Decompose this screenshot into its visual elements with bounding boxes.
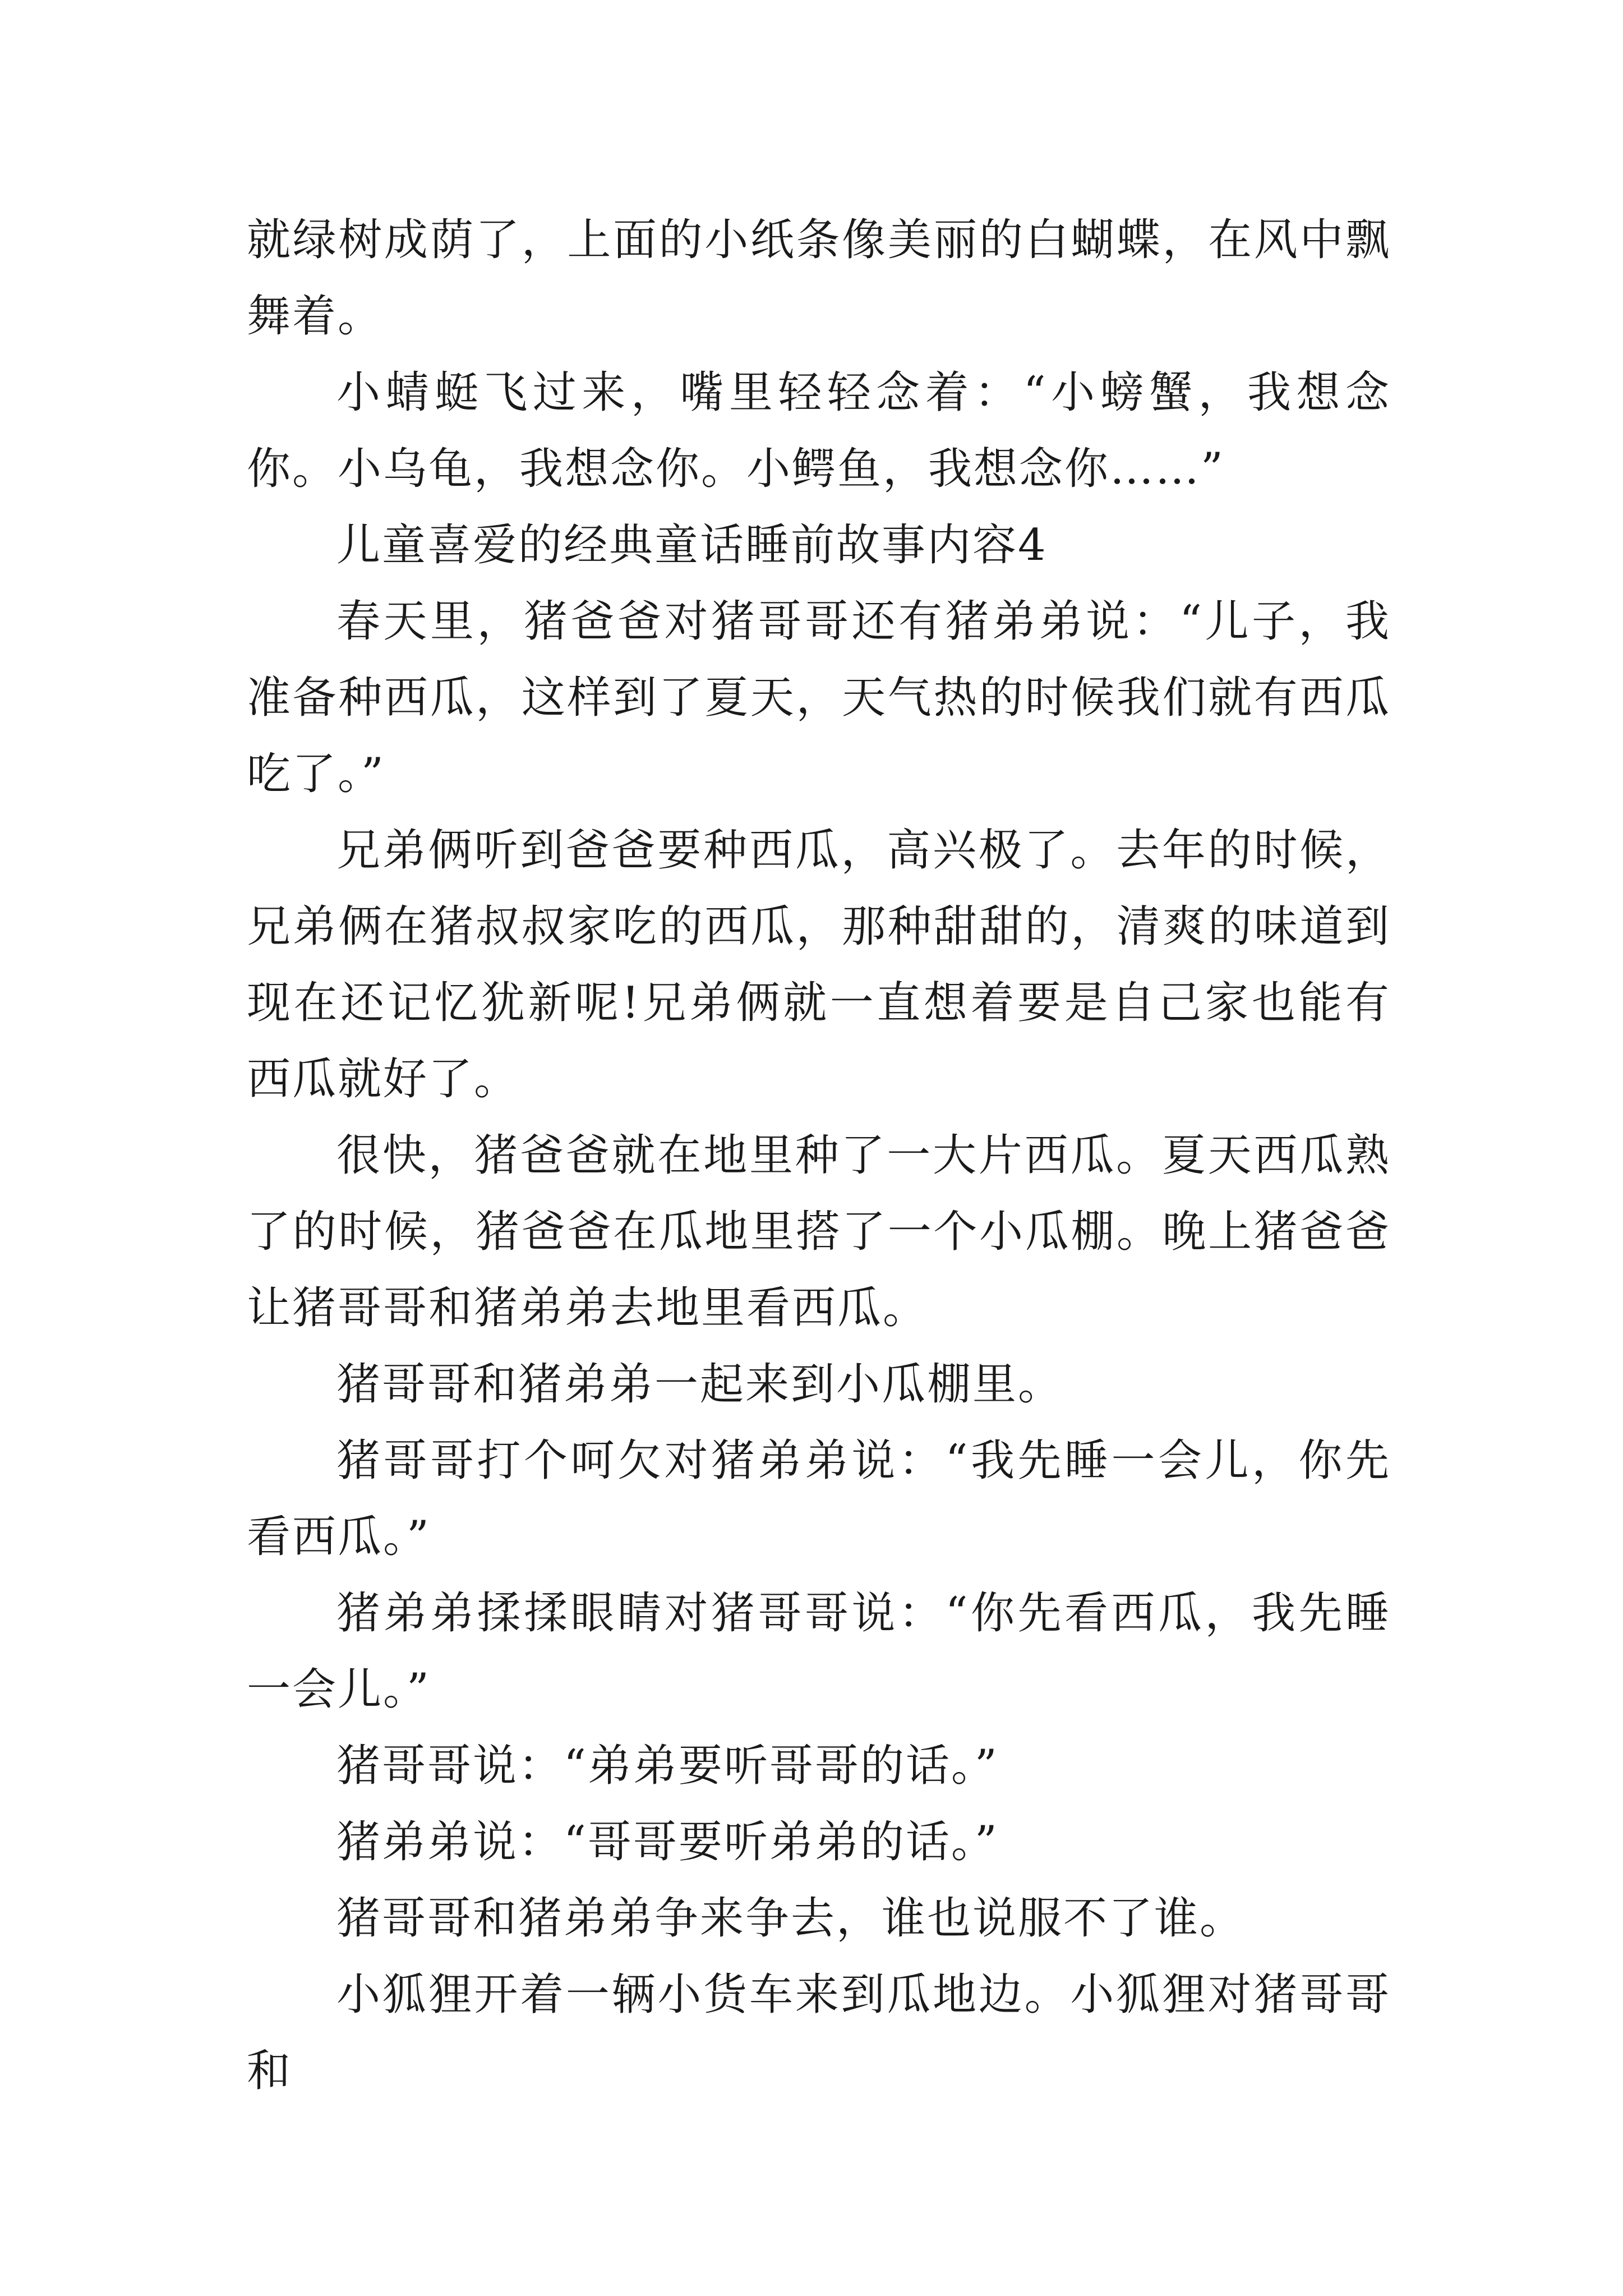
paragraph-5: 很快，猪爸爸就在地里种了一大片西瓜。夏天西瓜熟了的时候，猪爸爸在瓜地里搭了一个小瓜棚。晚上猪爸爸让猪哥哥和猪弟弟去地里看西瓜。 xyxy=(247,1130,1391,1333)
paragraph-1: 就绿树成荫了，上面的小纸条像美丽的白蝴蝶，在风中飘舞着。 xyxy=(247,215,1391,342)
paragraph-11: 猪哥哥和猪弟弟争来争去，谁也说服不了谁。 xyxy=(336,1893,1246,1944)
paragraph-3: 春天里，猪爸爸对猪哥哥还有猪弟弟说：“儿子，我准备种西瓜，这样到了夏天，天气热的时候我们就有西瓜吃了。” xyxy=(247,596,1391,799)
paragraph-8: 猪弟弟揉揉眼睛对猪哥哥说：“你先看西瓜，我先睡一会儿。” xyxy=(247,1588,1391,1715)
paragraph-12: 小狐狸开着一辆小货车来到瓜地边。小狐狸对猪哥哥和 xyxy=(247,1970,1391,2096)
paragraph-10: 猪弟弟说：“哥哥要听弟弟的话。” xyxy=(336,1817,999,1867)
paragraph-4: 兄弟俩听到爸爸要种西瓜，高兴极了。去年的时候，兄弟俩在猪叔叔家吃的西瓜，那种甜甜的，清爽的味道到现在还记忆犹新呢!兄弟俩就一直想着要是自己家也能有西瓜就好了。 xyxy=(247,825,1391,1105)
document-body xyxy=(247,202,1391,2109)
paragraph-7: 猪哥哥打个呵欠对猪弟弟说：“我先睡一会儿，你先看西瓜。” xyxy=(247,1435,1391,1562)
paragraph-6: 猪哥哥和猪弟弟一起来到小瓜棚里。 xyxy=(336,1359,1064,1410)
paragraph-9: 猪哥哥说：“弟弟要听哥哥的话。” xyxy=(336,1741,999,1791)
paragraph-2: 小蜻蜓飞过来，嘴里轻轻念着：“小螃蟹，我想念你。小乌龟，我想念你。小鳄鱼，我想念你……” xyxy=(247,367,1391,494)
section-heading: 儿童喜爱的经典童话睡前故事内容4 xyxy=(336,520,1048,570)
